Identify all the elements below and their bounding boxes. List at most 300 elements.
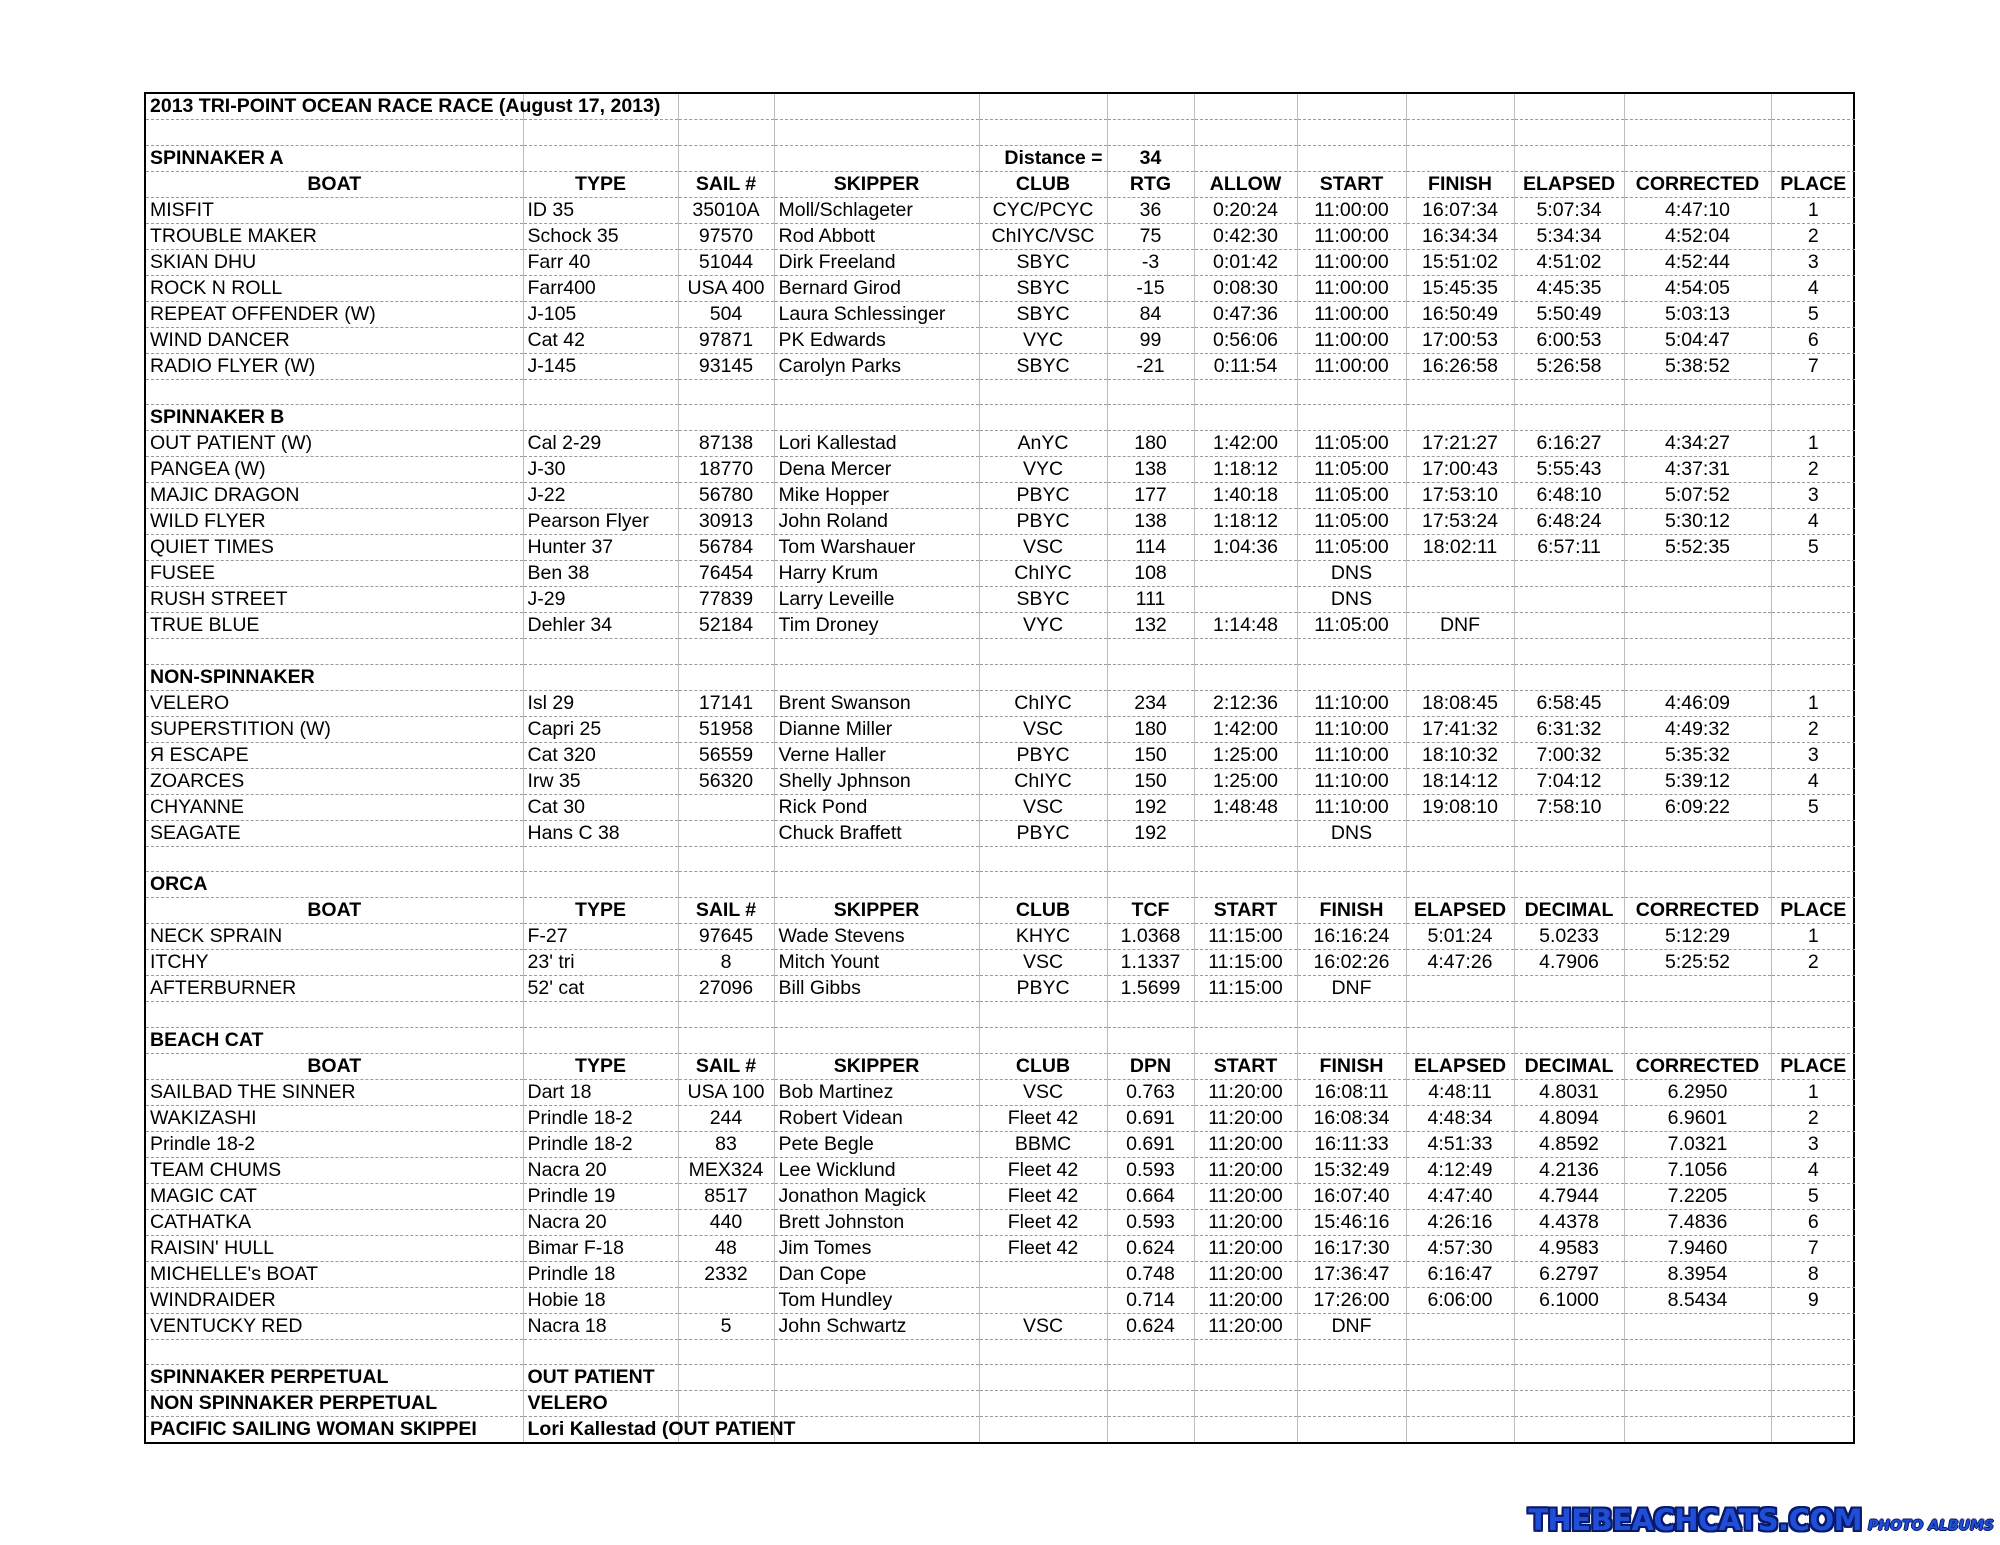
table-cell: 6:58:45 <box>1514 690 1624 716</box>
table-cell: 5:30:12 <box>1624 509 1771 535</box>
table-cell: 16:02:26 <box>1297 950 1406 976</box>
table-cell: 6:57:11 <box>1514 535 1624 561</box>
empty-cell <box>1406 1365 1514 1391</box>
table-cell: 2 <box>1771 457 1855 483</box>
table-cell: 36 <box>1107 197 1194 223</box>
table-cell: Dianne Miller <box>774 716 979 742</box>
empty-cell <box>774 1365 979 1391</box>
empty-cell <box>979 1417 1107 1443</box>
table-cell: 5:39:12 <box>1624 768 1771 794</box>
table-cell: Lee Wicklund <box>774 1157 979 1183</box>
table-cell: VYC <box>979 457 1107 483</box>
empty-cell <box>1297 846 1406 872</box>
watermark-subtitle: PHOTO ALBUMS <box>1867 1518 1994 1534</box>
empty-cell <box>1107 120 1194 146</box>
table-cell: Brent Swanson <box>774 690 979 716</box>
table-cell: 0:01:42 <box>1194 249 1297 275</box>
table-row <box>146 197 1855 223</box>
table-cell: Harry Krum <box>774 561 979 587</box>
table-cell <box>979 1261 1107 1287</box>
table-cell: 0:20:24 <box>1194 197 1297 223</box>
table-cell: Mitch Yount <box>774 950 979 976</box>
table-cell: Carolyn Parks <box>774 353 979 379</box>
table-cell: 7:04:12 <box>1514 768 1624 794</box>
empty-cell <box>678 1002 774 1028</box>
table-cell: 11:20:00 <box>1194 1079 1297 1105</box>
table-cell: Shelly Jphnson <box>774 768 979 794</box>
table-cell: 7.1056 <box>1624 1157 1771 1183</box>
award-winner: VELERO <box>523 1391 678 1417</box>
table-cell: DNF <box>1297 1313 1406 1339</box>
table-cell: 18:08:45 <box>1406 690 1514 716</box>
table-cell: 0.593 <box>1107 1209 1194 1235</box>
empty-cell <box>1107 1391 1194 1417</box>
empty-cell <box>146 379 523 405</box>
table-cell: 0:11:54 <box>1194 353 1297 379</box>
table-cell: 138 <box>1107 509 1194 535</box>
empty-cell <box>1514 120 1624 146</box>
column-header: ELAPSED <box>1514 171 1624 197</box>
boat-name-cell: Я ESCAPE <box>146 742 523 768</box>
boat-name-cell: OUT PATIENT (W) <box>146 431 523 457</box>
column-header: DECIMAL <box>1514 898 1624 924</box>
empty-cell <box>146 846 523 872</box>
table-cell: 2 <box>1771 223 1855 249</box>
table-cell: 1:48:48 <box>1194 794 1297 820</box>
table-cell: 4:52:44 <box>1624 249 1771 275</box>
table-cell: 6:31:32 <box>1514 716 1624 742</box>
table-cell: 11:20:00 <box>1194 1261 1297 1287</box>
table-cell <box>979 1287 1107 1313</box>
blank-row <box>146 1339 1855 1365</box>
boat-name-cell: MICHELLE's BOAT <box>146 1261 523 1287</box>
table-row <box>146 768 1855 794</box>
empty-cell <box>979 872 1107 898</box>
table-cell: Fleet 42 <box>979 1105 1107 1131</box>
boat-name-cell: TROUBLE MAKER <box>146 223 523 249</box>
empty-cell <box>1771 846 1855 872</box>
table-cell: VYC <box>979 613 1107 639</box>
table-cell: 180 <box>1107 716 1194 742</box>
table-cell: 1 <box>1771 690 1855 716</box>
boat-name-cell: REPEAT OFFENDER (W) <box>146 301 523 327</box>
table-cell: Mike Hopper <box>774 483 979 509</box>
boat-name-cell: SEAGATE <box>146 820 523 846</box>
table-cell: -3 <box>1107 249 1194 275</box>
empty-cell <box>1406 120 1514 146</box>
table-cell: 11:05:00 <box>1297 613 1406 639</box>
section-title: ORCA <box>146 872 523 898</box>
award-name: SPINNAKER PERPETUAL <box>146 1365 523 1391</box>
table-cell <box>678 794 774 820</box>
boat-name-cell: TEAM CHUMS <box>146 1157 523 1183</box>
table-cell: DNF <box>1406 613 1514 639</box>
table-cell: 150 <box>1107 742 1194 768</box>
award-winner: Lori Kallestad (OUT PATIENT <box>523 1417 678 1443</box>
table-cell: 0.691 <box>1107 1131 1194 1157</box>
table-cell: Dehler 34 <box>523 613 678 639</box>
table-cell <box>1771 1313 1855 1339</box>
table-cell: 440 <box>678 1209 774 1235</box>
table-cell: 11:20:00 <box>1194 1209 1297 1235</box>
table-cell: USA 100 <box>678 1079 774 1105</box>
table-cell: Tim Droney <box>774 613 979 639</box>
table-cell: 4:34:27 <box>1624 431 1771 457</box>
table-row <box>146 1287 1855 1313</box>
table-cell: Pete Begle <box>774 1131 979 1157</box>
table-cell: J-105 <box>523 301 678 327</box>
table-cell <box>1194 587 1297 613</box>
table-cell <box>678 820 774 846</box>
column-header: TCF <box>1107 898 1194 924</box>
table-cell: KHYC <box>979 924 1107 950</box>
table-cell: 11:20:00 <box>1194 1131 1297 1157</box>
table-cell: -21 <box>1107 353 1194 379</box>
empty-cell <box>1406 379 1514 405</box>
empty-cell <box>1624 1391 1771 1417</box>
empty-cell <box>1107 1365 1194 1391</box>
table-cell: 1 <box>1771 924 1855 950</box>
table-cell: 138 <box>1107 457 1194 483</box>
table-cell: 11:20:00 <box>1194 1313 1297 1339</box>
table-cell: 4:47:10 <box>1624 197 1771 223</box>
table-cell: 11:05:00 <box>1297 457 1406 483</box>
table-cell: J-22 <box>523 483 678 509</box>
table-cell: 56320 <box>678 768 774 794</box>
table-cell: 7 <box>1771 353 1855 379</box>
column-header: RTG <box>1107 171 1194 197</box>
empty-cell <box>774 664 979 690</box>
table-cell: Nacra 20 <box>523 1209 678 1235</box>
table-row <box>146 431 1855 457</box>
boat-name-cell: RAISIN' HULL <box>146 1235 523 1261</box>
distance-value: 34 <box>1107 145 1194 171</box>
table-row <box>146 1105 1855 1131</box>
empty-cell <box>1297 639 1406 665</box>
empty-cell <box>1771 1417 1855 1443</box>
empty-cell <box>774 1391 979 1417</box>
table-cell: 11:20:00 <box>1194 1157 1297 1183</box>
table-cell: 56784 <box>678 535 774 561</box>
column-header: ELAPSED <box>1406 1053 1514 1079</box>
table-cell <box>1514 1313 1624 1339</box>
table-row <box>146 1313 1855 1339</box>
empty-cell <box>979 846 1107 872</box>
column-header: SKIPPER <box>774 171 979 197</box>
table-cell: 4:57:30 <box>1406 1235 1514 1261</box>
section-title: SPINNAKER B <box>146 405 523 431</box>
table-cell: ID 35 <box>523 197 678 223</box>
table-cell: 76454 <box>678 561 774 587</box>
table-cell: 52' cat <box>523 976 678 1002</box>
table-cell: 97871 <box>678 327 774 353</box>
empty-cell <box>678 664 774 690</box>
table-cell: 5:25:52 <box>1624 950 1771 976</box>
empty-cell <box>1194 120 1297 146</box>
table-cell: 4.2136 <box>1514 1157 1624 1183</box>
boat-name-cell: MAJIC DRAGON <box>146 483 523 509</box>
empty-cell <box>1514 379 1624 405</box>
empty-cell <box>1514 1391 1624 1417</box>
table-cell: 83 <box>678 1131 774 1157</box>
empty-cell <box>1514 1417 1624 1443</box>
empty-cell <box>1194 664 1297 690</box>
table-cell: 0.714 <box>1107 1287 1194 1313</box>
table-cell: 4:49:32 <box>1624 716 1771 742</box>
table-cell: 4.4378 <box>1514 1209 1624 1235</box>
table-cell: Fleet 42 <box>979 1209 1107 1235</box>
boat-name-cell: SKIAN DHU <box>146 249 523 275</box>
column-header: ELAPSED <box>1406 898 1514 924</box>
empty-cell <box>1194 94 1297 120</box>
distance-label: Distance = <box>979 145 1107 171</box>
table-cell: 11:00:00 <box>1297 275 1406 301</box>
empty-cell <box>1406 405 1514 431</box>
column-header: ALLOW <box>1194 171 1297 197</box>
table-row <box>146 794 1855 820</box>
empty-cell <box>774 145 979 171</box>
table-cell: PBYC <box>979 976 1107 1002</box>
table-cell <box>1771 976 1855 1002</box>
table-cell: F-27 <box>523 924 678 950</box>
boat-name-cell: WIND DANCER <box>146 327 523 353</box>
column-header: TYPE <box>523 171 678 197</box>
empty-cell <box>678 145 774 171</box>
table-cell: 4:48:34 <box>1406 1105 1514 1131</box>
table-cell: Bernard Girod <box>774 275 979 301</box>
table-cell: 6.2797 <box>1514 1261 1624 1287</box>
table-cell: Prindle 18-2 <box>523 1105 678 1131</box>
table-cell: Moll/Schlageter <box>774 197 979 223</box>
column-header: PLACE <box>1771 898 1855 924</box>
table-cell: 5:01:24 <box>1406 924 1514 950</box>
empty-cell <box>1771 145 1855 171</box>
table-cell: 11:10:00 <box>1297 768 1406 794</box>
table-cell: 11:05:00 <box>1297 535 1406 561</box>
table-cell: 4.8094 <box>1514 1105 1624 1131</box>
boat-name-cell: Prindle 18-2 <box>146 1131 523 1157</box>
empty-cell <box>774 846 979 872</box>
table-cell: Bimar F-18 <box>523 1235 678 1261</box>
table-cell: 1.1337 <box>1107 950 1194 976</box>
empty-cell <box>1624 1339 1771 1365</box>
table-cell: 17:26:00 <box>1297 1287 1406 1313</box>
empty-cell <box>979 1339 1107 1365</box>
table-cell: 16:08:11 <box>1297 1079 1406 1105</box>
table-cell: 11:05:00 <box>1297 509 1406 535</box>
empty-cell <box>1771 872 1855 898</box>
table-cell: Farr 40 <box>523 249 678 275</box>
column-header: SKIPPER <box>774 898 979 924</box>
boat-name-cell: RUSH STREET <box>146 587 523 613</box>
header-row-orca <box>146 898 1855 924</box>
empty-cell <box>1514 1027 1624 1053</box>
empty-cell <box>1107 846 1194 872</box>
empty-cell <box>678 846 774 872</box>
table-cell: 51044 <box>678 249 774 275</box>
table-cell: 2 <box>1771 716 1855 742</box>
empty-cell <box>1194 1339 1297 1365</box>
empty-cell <box>678 379 774 405</box>
empty-cell <box>1297 1391 1406 1417</box>
table-row <box>146 249 1855 275</box>
table-cell: 5:35:32 <box>1624 742 1771 768</box>
table-cell <box>1194 561 1297 587</box>
table-cell: 4 <box>1771 1157 1855 1183</box>
empty-cell <box>1107 379 1194 405</box>
table-cell: 11:00:00 <box>1297 197 1406 223</box>
table-cell: ChIYC <box>979 690 1107 716</box>
table-cell: 5 <box>1771 1183 1855 1209</box>
table-cell: J-30 <box>523 457 678 483</box>
table-row <box>146 1183 1855 1209</box>
empty-cell <box>1406 872 1514 898</box>
table-cell: Cat 42 <box>523 327 678 353</box>
table-cell: SBYC <box>979 353 1107 379</box>
table-cell: ChIYC/VSC <box>979 223 1107 249</box>
empty-cell <box>1771 379 1855 405</box>
table-cell: 8.5434 <box>1624 1287 1771 1313</box>
table-cell: 16:34:34 <box>1406 223 1514 249</box>
table-cell: 0:47:36 <box>1194 301 1297 327</box>
boat-name-cell: WILD FLYER <box>146 509 523 535</box>
table-cell: 7.4836 <box>1624 1209 1771 1235</box>
section-title: SPINNAKER A <box>146 145 523 171</box>
table-cell: 6.1000 <box>1514 1287 1624 1313</box>
table-cell: 4.7906 <box>1514 950 1624 976</box>
table-cell <box>1406 976 1514 1002</box>
column-header: CORRECTED <box>1624 898 1771 924</box>
empty-cell <box>1194 1391 1297 1417</box>
empty-cell <box>523 1027 678 1053</box>
table-cell: 6.9601 <box>1624 1105 1771 1131</box>
blank-row <box>146 639 1855 665</box>
empty-cell <box>523 120 678 146</box>
empty-cell <box>1624 120 1771 146</box>
column-header: CORRECTED <box>1624 171 1771 197</box>
empty-cell <box>146 639 523 665</box>
table-cell: 5:03:13 <box>1624 301 1771 327</box>
table-cell <box>1514 613 1624 639</box>
boat-name-cell: RADIO FLYER (W) <box>146 353 523 379</box>
boat-name-cell: VENTUCKY RED <box>146 1313 523 1339</box>
table-cell: Nacra 20 <box>523 1157 678 1183</box>
table-cell <box>1771 561 1855 587</box>
empty-cell <box>1297 1365 1406 1391</box>
table-cell: 4:37:31 <box>1624 457 1771 483</box>
table-cell: 11:00:00 <box>1297 249 1406 275</box>
award-winner: OUT PATIENT <box>523 1365 678 1391</box>
table-cell: 4:54:05 <box>1624 275 1771 301</box>
empty-cell <box>774 379 979 405</box>
table-cell: Hobie 18 <box>523 1287 678 1313</box>
table-cell: 0:42:30 <box>1194 223 1297 249</box>
table-cell: 15:46:16 <box>1297 1209 1406 1235</box>
table-cell: 5:07:52 <box>1624 483 1771 509</box>
table-cell: 7.0321 <box>1624 1131 1771 1157</box>
table-cell: 4.8031 <box>1514 1079 1624 1105</box>
empty-cell <box>523 1339 678 1365</box>
column-header: START <box>1194 1053 1297 1079</box>
table-cell: 2 <box>1771 1105 1855 1131</box>
table-cell: VSC <box>979 535 1107 561</box>
empty-cell <box>678 1339 774 1365</box>
table-cell: 17141 <box>678 690 774 716</box>
empty-cell <box>1514 1002 1624 1028</box>
table-cell: 7:58:10 <box>1514 794 1624 820</box>
blank-row <box>146 1002 1855 1028</box>
column-header: CLUB <box>979 171 1107 197</box>
column-header: TYPE <box>523 898 678 924</box>
table-cell: Fleet 42 <box>979 1157 1107 1183</box>
table-cell: 99 <box>1107 327 1194 353</box>
table-cell <box>1406 820 1514 846</box>
table-cell: 23' tri <box>523 950 678 976</box>
table-cell: 0.664 <box>1107 1183 1194 1209</box>
table-cell: 97645 <box>678 924 774 950</box>
empty-cell <box>1771 664 1855 690</box>
empty-cell <box>1194 846 1297 872</box>
table-cell: 56559 <box>678 742 774 768</box>
table-cell: PBYC <box>979 509 1107 535</box>
header-row-spinnaker <box>146 171 1855 197</box>
table-cell: Cal 2-29 <box>523 431 678 457</box>
empty-cell <box>523 846 678 872</box>
column-header: PLACE <box>1771 1053 1855 1079</box>
empty-cell <box>523 145 678 171</box>
table-row <box>146 1235 1855 1261</box>
table-cell <box>1771 820 1855 846</box>
section-spinnaker-b <box>146 405 1855 431</box>
table-cell: Wade Stevens <box>774 924 979 950</box>
table-row <box>146 924 1855 950</box>
empty-cell <box>1297 1002 1406 1028</box>
empty-cell <box>1406 1339 1514 1365</box>
table-cell: Jim Tomes <box>774 1235 979 1261</box>
table-cell: 180 <box>1107 431 1194 457</box>
table-cell: 1:04:36 <box>1194 535 1297 561</box>
empty-cell <box>1624 872 1771 898</box>
table-cell: 27096 <box>678 976 774 1002</box>
table-cell: 4:47:26 <box>1406 950 1514 976</box>
section-non-spinnaker <box>146 664 1855 690</box>
table-cell: Fleet 42 <box>979 1183 1107 1209</box>
table-cell: 11:15:00 <box>1194 976 1297 1002</box>
table-cell: 16:50:49 <box>1406 301 1514 327</box>
boat-name-cell: ZOARCES <box>146 768 523 794</box>
table-cell: 2:12:36 <box>1194 690 1297 716</box>
table-cell: Jonathon Magick <box>774 1183 979 1209</box>
table-cell: 6:48:10 <box>1514 483 1624 509</box>
empty-cell <box>678 1391 774 1417</box>
table-cell: Dena Mercer <box>774 457 979 483</box>
empty-cell <box>678 1027 774 1053</box>
empty-cell <box>523 872 678 898</box>
table-row <box>146 742 1855 768</box>
table-cell: 11:05:00 <box>1297 483 1406 509</box>
table-cell: 132 <box>1107 613 1194 639</box>
empty-cell <box>1624 664 1771 690</box>
table-cell: 18:10:32 <box>1406 742 1514 768</box>
table-cell: 108 <box>1107 561 1194 587</box>
table-cell <box>1624 820 1771 846</box>
table-cell: 4:46:09 <box>1624 690 1771 716</box>
table-cell: Laura Schlessinger <box>774 301 979 327</box>
table-cell: Fleet 42 <box>979 1235 1107 1261</box>
boat-name-cell: PANGEA (W) <box>146 457 523 483</box>
table-cell: 5:26:58 <box>1514 353 1624 379</box>
boat-name-cell: MISFIT <box>146 197 523 223</box>
